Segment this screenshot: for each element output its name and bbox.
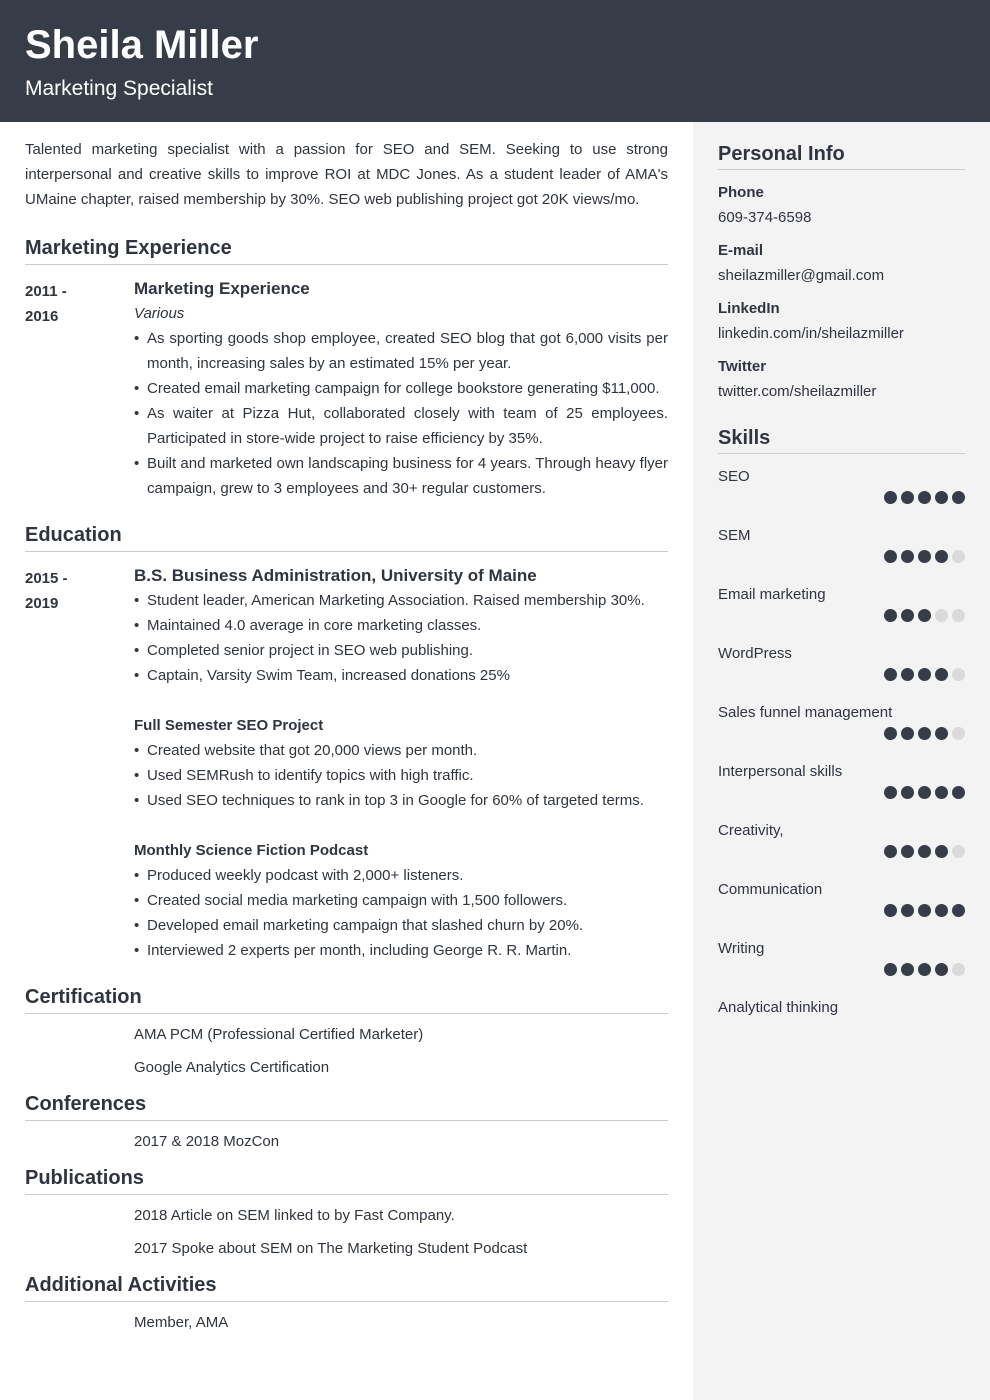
rating-dot-filled	[884, 609, 897, 622]
skill-rating	[884, 963, 965, 976]
skill-rating	[884, 668, 965, 681]
rating-dot-filled	[884, 727, 897, 740]
rating-dot-filled	[901, 491, 914, 504]
skill-row	[718, 582, 965, 641]
experience-section	[25, 234, 668, 501]
list-item: • Student leader, American Marketing Association. Raised membership 30%.	[134, 588, 668, 613]
skill-row	[718, 700, 965, 759]
skill-row	[718, 523, 965, 582]
rating-dot-filled	[952, 786, 965, 799]
list-item: • As waiter at Pizza Hut, collaborated closely with team of 25 employees. Participated in store-wide project to raise efficiency by 35%.	[134, 401, 668, 451]
linkedin-value: linkedin.com/in/sheilazmiller	[718, 325, 904, 342]
rating-dot-filled	[884, 491, 897, 504]
rating-dot-filled	[884, 904, 897, 917]
experience-bullets	[134, 326, 668, 501]
rating-dot-filled	[884, 668, 897, 681]
rating-dot-filled	[901, 904, 914, 917]
rating-dot-filled	[935, 550, 948, 563]
skill-name: Communication	[718, 881, 823, 898]
rating-dot-filled	[901, 963, 914, 976]
skill-rating	[884, 550, 965, 563]
skill-name: SEO	[718, 468, 750, 485]
conferences-section	[25, 1090, 668, 1154]
publications-list	[25, 1203, 668, 1261]
skill-rating	[884, 609, 965, 622]
rating-dot-empty	[952, 845, 965, 858]
rating-dot-filled	[884, 963, 897, 976]
project-title: Full Semester SEO Project	[134, 717, 324, 734]
skill-row	[718, 759, 965, 818]
project-bullets	[134, 863, 668, 963]
skill-name: Creativity,	[718, 822, 784, 839]
rating-dot-filled	[918, 727, 931, 740]
rating-dot-filled	[952, 904, 965, 917]
rating-dot-filled	[935, 845, 948, 858]
degree: B.S. Business Administration, University of Maine	[134, 566, 537, 585]
rating-dot-empty	[952, 963, 965, 976]
skills-list	[718, 464, 965, 1054]
resume-header	[0, 0, 990, 122]
phone-value: 609-374-6598	[718, 209, 812, 226]
skill-rating	[884, 491, 965, 504]
rating-dot-empty	[952, 550, 965, 563]
list-item: • Produced weekly podcast with 2,000+ listeners.	[134, 863, 668, 888]
list-item: • Created website that got 20,000 views per month.	[134, 738, 668, 763]
skills-heading: Skills	[718, 424, 965, 454]
rating-dot-filled	[901, 668, 914, 681]
email-label: E-mail	[718, 242, 764, 259]
rating-dot-filled	[918, 963, 931, 976]
activities-section	[25, 1271, 668, 1335]
education-section	[25, 521, 668, 963]
twitter-label: Twitter	[718, 358, 767, 375]
list-item: • Used SEO techniques to rank in top 3 in Google for 60% of targeted terms.	[134, 788, 668, 813]
skill-name: Sales funnel management	[718, 704, 893, 721]
certification-list	[25, 1022, 668, 1080]
publications-section	[25, 1164, 668, 1261]
skill-name: Analytical thinking	[718, 999, 839, 1016]
rating-dot-filled	[935, 963, 948, 976]
skill-rating	[884, 786, 965, 799]
rating-dot-empty	[935, 609, 948, 622]
date-start: 2015 -	[25, 570, 68, 587]
list-item: Member, AMA	[134, 1314, 229, 1331]
certification-heading: Certification	[25, 983, 668, 1014]
skill-row	[718, 818, 965, 877]
job-org: Various	[134, 305, 185, 322]
rating-dot-filled	[918, 491, 931, 504]
candidate-title: Marketing Specialist	[25, 77, 213, 100]
rating-dot-filled	[918, 609, 931, 622]
main-column	[25, 137, 668, 1343]
publications-heading: Publications	[25, 1164, 668, 1195]
rating-dot-filled	[884, 786, 897, 799]
experience-entry	[25, 277, 668, 501]
rating-dot-filled	[935, 904, 948, 917]
education-entry	[25, 564, 668, 963]
list-item: • Maintained 4.0 average in core marketing classes.	[134, 613, 668, 638]
job-role: Marketing Experience	[134, 279, 310, 298]
skill-name: Writing	[718, 940, 765, 957]
rating-dot-filled	[952, 491, 965, 504]
skill-rating	[884, 845, 965, 858]
rating-dot-filled	[884, 550, 897, 563]
list-item: • Completed senior project in SEO web publishing.	[134, 638, 668, 663]
skill-row	[718, 641, 965, 700]
rating-dot-filled	[901, 550, 914, 563]
rating-dot-filled	[918, 904, 931, 917]
rating-dot-empty	[952, 668, 965, 681]
education-bullets	[134, 588, 668, 688]
project-title: Monthly Science Fiction Podcast	[134, 842, 369, 859]
rating-dot-filled	[918, 786, 931, 799]
skill-name: Email marketing	[718, 586, 826, 603]
certification-section	[25, 983, 668, 1080]
skill-rating	[884, 727, 965, 740]
skill-row	[718, 936, 965, 995]
rating-dot-filled	[935, 727, 948, 740]
date-end: 2016	[25, 308, 59, 325]
date-start: 2011 -	[25, 283, 67, 300]
skill-row	[718, 464, 965, 523]
sidebar-content	[718, 140, 965, 1054]
skill-name: WordPress	[718, 645, 792, 662]
project-bullets	[134, 738, 668, 813]
linkedin-label: LinkedIn	[718, 300, 780, 317]
rating-dot-filled	[935, 786, 948, 799]
candidate-name: Sheila Miller	[25, 23, 259, 67]
experience-dates	[25, 279, 125, 329]
list-item: • As sporting goods shop employee, created SEO blog that got 6,000 visits per month, increasing sales by an estimated 15% per year.	[134, 326, 668, 376]
skill-row	[718, 995, 965, 1054]
rating-dot-empty	[952, 727, 965, 740]
activities-heading: Additional Activities	[25, 1271, 668, 1302]
education-dates	[25, 566, 125, 616]
rating-dot-filled	[918, 668, 931, 681]
skill-name: SEM	[718, 527, 751, 544]
list-item: • Interviewed 2 experts per month, including George R. R. Martin.	[134, 938, 668, 963]
rating-dot-filled	[935, 668, 948, 681]
skill-row	[718, 877, 965, 936]
date-end: 2019	[25, 595, 59, 612]
twitter-value: twitter.com/sheilazmiller	[718, 383, 877, 400]
list-item: AMA PCM (Professional Certified Marketer)	[134, 1026, 424, 1043]
rating-dot-filled	[901, 609, 914, 622]
list-item: • Created social media marketing campaign with 1,500 followers.	[134, 888, 668, 913]
email-value: sheilazmiller@gmail.com	[718, 267, 885, 284]
rating-dot-filled	[901, 727, 914, 740]
list-item: 2017 Spoke about SEM on The Marketing Student Podcast	[134, 1240, 528, 1257]
rating-dot-filled	[901, 845, 914, 858]
list-item: • Captain, Varsity Swim Team, increased donations 25%	[134, 663, 668, 688]
rating-dot-filled	[918, 845, 931, 858]
skill-name: Interpersonal skills	[718, 763, 843, 780]
personal-info-heading: Personal Info	[718, 140, 965, 170]
rating-dot-filled	[918, 550, 931, 563]
education-heading: Education	[25, 521, 668, 552]
list-item: 2017 & 2018 MozCon	[134, 1133, 280, 1150]
experience-heading: Marketing Experience	[25, 234, 668, 265]
conferences-list	[25, 1129, 668, 1154]
list-item: • Created email marketing campaign for college bookstore generating $11,000.	[134, 376, 668, 401]
list-item: Google Analytics Certification	[134, 1059, 330, 1076]
phone-label: Phone	[718, 184, 764, 201]
rating-dot-filled	[901, 786, 914, 799]
list-item: 2018 Article on SEM linked to by Fast Company.	[134, 1207, 455, 1224]
summary: Talented marketing specialist with a passion for SEO and SEM. Seeking to use strong interpersonal and creative skills to improve ROI at MDC Jones. As a student leader of AMA's UMaine chapter, raised membership by 30%. SEO web publishing project got 20K views/mo.	[25, 141, 668, 208]
rating-dot-empty	[952, 609, 965, 622]
activities-list	[25, 1310, 668, 1335]
rating-dot-filled	[884, 845, 897, 858]
skill-rating	[884, 904, 965, 917]
conferences-heading: Conferences	[25, 1090, 668, 1121]
list-item: • Built and marketed own landscaping business for 4 years. Through heavy flyer campaign, grew to 3 employees and 30+ regular customers.	[134, 451, 668, 501]
rating-dot-filled	[935, 491, 948, 504]
list-item: • Developed email marketing campaign that slashed churn by 20%.	[134, 913, 668, 938]
list-item: • Used SEMRush to identify topics with high traffic.	[134, 763, 668, 788]
